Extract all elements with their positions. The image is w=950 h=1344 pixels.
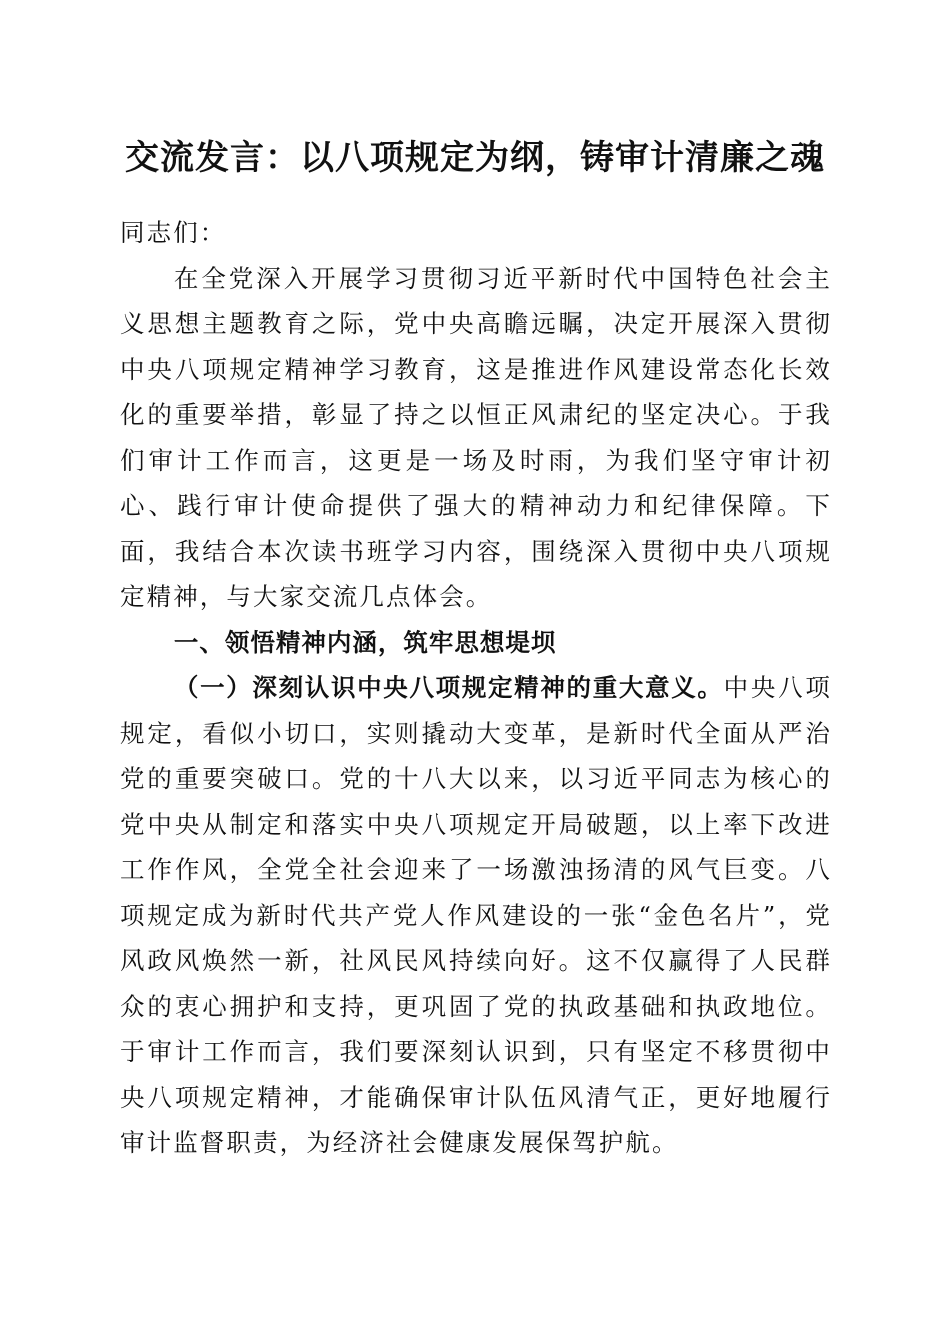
intro-paragraph: 在全党深入开展学习贯彻习近平新时代中国特色社会主义思想主题教育之际，党中央高瞻远瞩，决定开展深入贯彻中央八项规定精神学习教育，这是推进作风建设常态化长效化的重要举措，彰显了持之以恒正风肃纪的坚定决心。于我们审计工作而言，这更是一场及时雨，为我们坚守审计初心、践行审计使命提供了强大的精神动力和纪律保障。下面，我结合本次读书班学习内容，围绕深入贯彻中央八项规定精神，与大家交流几点体会。 (120, 263, 832, 611)
section-heading-1: 一、领悟精神内涵，筑牢思想堤坝 (173, 627, 557, 657)
document-body (120, 210, 832, 1166)
subsection-paragraph-1 (120, 665, 832, 1166)
subsection-text-1: 中央八项规定，看似小切口，实则撬动大变革，是新时代全面从严治党的重要突破口。党的十八大以来，以习近平同志为核心的党中央从制定和落实中央八项规定开局破题，以上率下改进工作作风，全党全社会迎来了一场激浊扬清的风气巨变。八项规定成为新时代共产党人作风建设的一张“金色名片”，党风政风焕然一新，社风民风持续向好。这不仅赢得了人民群众的衷心拥护和支持，更巩固了党的执政基础和执政地位。于审计工作而言，我们要深刻认识到，只有坚定不移贯彻中央八项规定精神，才能确保审计队伍风清气正，更好地履行审计监督职责，为经济社会健康发展保驾护航。 (120, 673, 833, 1157)
salutation: 同志们： (120, 218, 227, 247)
document-title: 交流发言：以八项规定为纲，铸审计清廉之魂 (125, 138, 825, 178)
subsection-heading-1: （一）深刻认识中央八项规定精神的重大意义。 (173, 673, 724, 702)
